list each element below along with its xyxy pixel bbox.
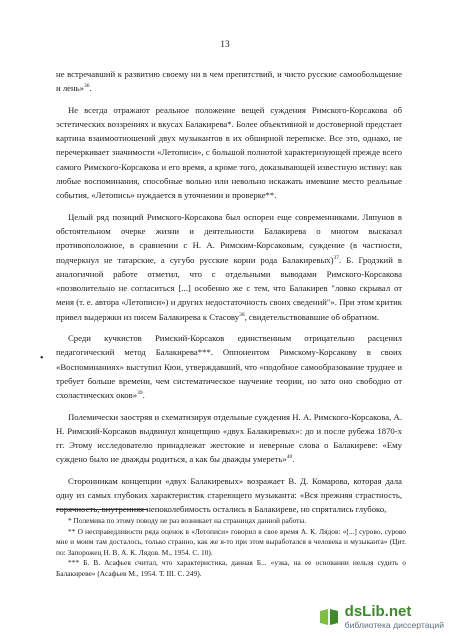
watermark-brand: dsLib.net (344, 603, 412, 621)
dslib-logo-icon (318, 607, 340, 627)
watermark-subtitle: библиотека диссертаций (344, 620, 444, 631)
footnote-divider (56, 509, 148, 510)
footnotes (56, 516, 406, 580)
body-text (56, 64, 402, 524)
bullet-mark: • (40, 353, 44, 364)
footnote: * Полемика по этому поводу не раз возникает на страницах данной работы. (68, 516, 307, 525)
watermark[interactable] (318, 604, 444, 630)
paragraph-5: Полемически заостряя и схематизируя отдельные суждения Н. А. Римского-Корсакова, А. Н. Римский-Корсаков выдвинул концепцию «двух Балакиревых»: до и после рубежа 1870-х гг. Этому исследователю принадлежат жестокие и неверные слова о Балакиреве: «Ему суждено было не дважды родиться, а как бы дважды умереть»$^{40}$. (56, 411, 402, 465)
footnote: ** О несправедливости ряда оценок в «Летописи» говорил в свое время А. К. Лядов: «[...] суровo, сурово мне и моим там досталось, только странно, как же я-то при этом выработался в человека и музыканта» (Цит. по: Запорожец Н. В. А. К. Лядов. М., 1954. С. 10). (56, 526, 406, 557)
paragraph-4: Среди кучкистов Римский-Корсаков единственным отрицательно расценил педагогический метод Балакирева***. Оппонентом Римскому-Корсакову в своих «Воспоминаниях» выступил Кюи, утверждавший, что «подобное самообразование труднее и требует больше времени, чем систематическое научение теории, но зато оно свободно от схоластических оков»$^{39}$. (56, 333, 402, 401)
paragraph-1: не встречавший к развитию своему ни в чем препятствий, и чисто русские самообольщение и лень»$^{36}$. (56, 69, 402, 94)
footnote: *** Б. В. Асафьев считал, что характеристика, данная Б... «узка, на ее основании нельзя судить о Балакиреве» (Асафьев М., 1954. Т. III. С. 249). (56, 558, 406, 578)
page-number: 13 (220, 40, 230, 50)
paragraph-6: Сторонникам концепции «двух Балакиревых» возражает В. Д. Комарова, которая дала одну из самых глубоких характеристик стареющего музыканта: «Вся прежняя страстность, горячность, внутренняя непоколебимость остались в Балакиреве, но спрятались глубоко, (56, 475, 402, 515)
paragraph-3: Целый ряд позиций Римского-Корсакова был оспорен еще современниками. Ляпунов в обстоятельном очерке жизни и деятельности Балакирева о многом высказал противоположное, в сравнении с Н. А. Римским-Корсаковым, суждение (в частности, подчеркнул не татарские, а сугубо русские корни рода Балакиревых)$^{37}$. Б. Гродзкий в аналогичной работе отметил, что с отдельными выводами Римского-Корсакова «позволительно не согласиться [...] особенно же с тем, что Балакирев "ловко скрывал от меня (т. е. автора «Летописи») и других недостаточность своих сведений"». При этом критик привел выдержки из писем Балакирева к Стасову$^{38}$, свидетельствовавшие об обратном. (56, 211, 402, 322)
paragraph-2: Не всегда отражают реальное положение вещей суждения Римского-Корсакова об эстетических воззрениях и вкусах Балакирева*. Более объективной и достоверной предстает картина взаимоотношений двух музыкантов в их обширной переписке. Все это, однако, не перечеркивает значимости «Летописи», с большой полнотой характеризующей прежде всего самого Римского-Корсакова и его время, а кроме того, доказывающей известную истину: как любые воспоминания, способные вольно или невольно искажать имевшие место реальные события, «Летопись» нуждается в уточнении и проверке**. (56, 104, 402, 201)
